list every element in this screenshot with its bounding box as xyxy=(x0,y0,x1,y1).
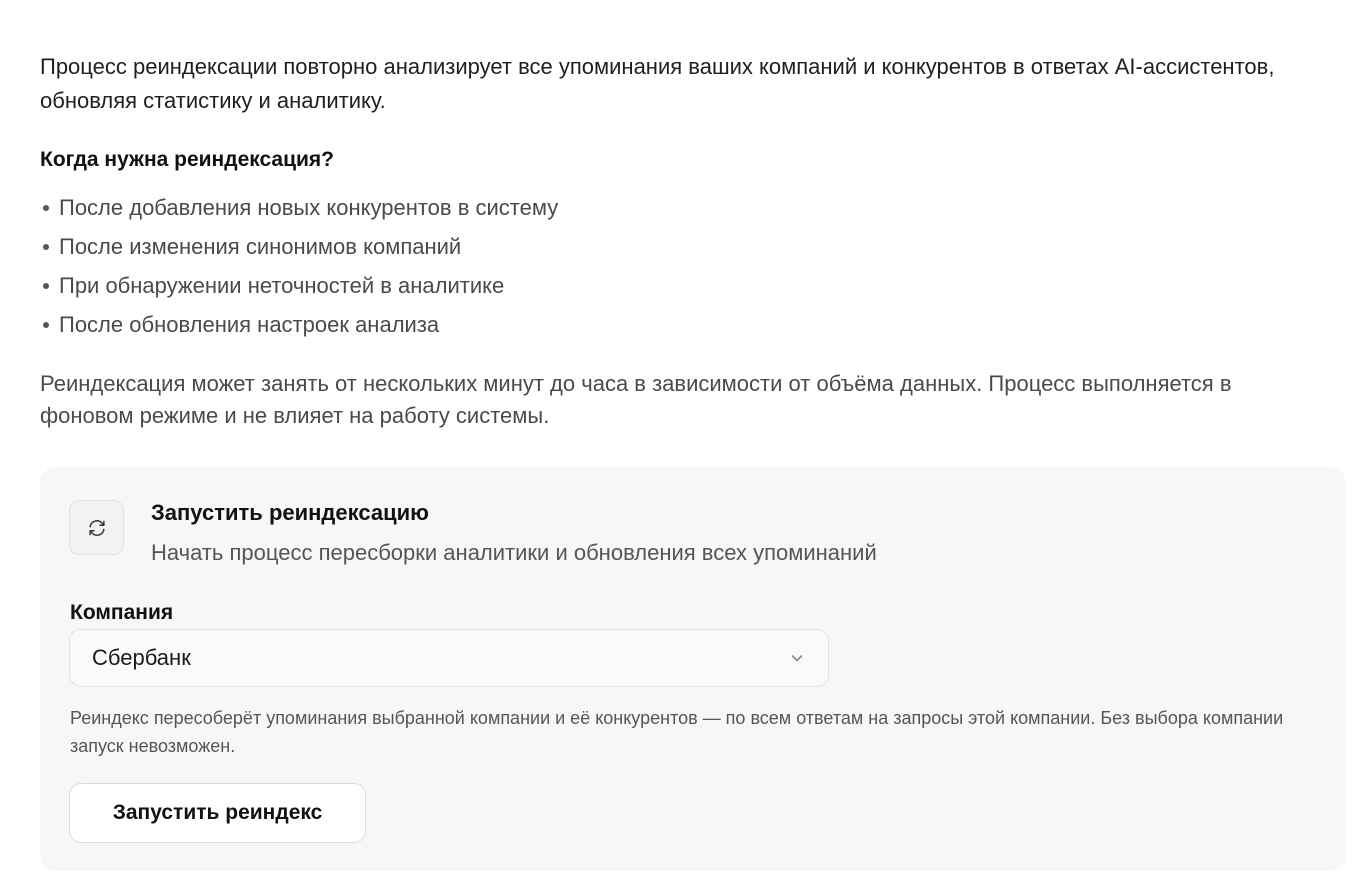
chevron-down-icon xyxy=(788,649,806,667)
bullet-icon xyxy=(43,244,49,250)
when-needed-heading: Когда нужна реиндексация? xyxy=(40,148,334,171)
company-select[interactable] xyxy=(69,629,829,687)
card-title: Запустить реиндексацию xyxy=(151,500,429,525)
intro-text: Процесс реиндексации повторно анализирует все упоминания ваших компаний и конкурентов в ответах AI-ассистентов, обновляя статистику и аналитику. xyxy=(40,54,1275,113)
list-item xyxy=(40,188,1340,227)
reindex-info xyxy=(40,50,1340,432)
bullet-icon xyxy=(43,322,49,328)
list-item-text: После добавления новых конкурентов в систему xyxy=(59,195,559,220)
list-item xyxy=(40,266,1340,305)
run-reindex-button[interactable]: Запустить реиндекс xyxy=(69,783,366,843)
reindex-card xyxy=(40,467,1346,871)
list-item-text: После обновления настроек анализа xyxy=(59,312,440,337)
duration-note: Реиндексация может занять от нескольких минут до часа в зависимости от объёма данных. Процесс выполняется в фоновом режиме и не влияет на работу системы. xyxy=(40,371,1232,428)
company-label: Компания xyxy=(70,601,174,624)
list-item-text: При обнаружении неточностей в аналитике xyxy=(59,273,505,298)
bullet-icon xyxy=(43,205,49,211)
company-hint: Реиндекс пересоберёт упоминания выбранной компании и её конкурентов — по всем ответам на запросы этой компании. Без выбора компании запуск невозможен. xyxy=(70,708,1284,756)
company-select-value: Сбербанк xyxy=(92,645,191,670)
reasons-list xyxy=(40,188,1340,344)
list-item-text: После изменения синонимов компаний xyxy=(59,234,462,259)
card-subtitle: Начать процесс пересборки аналитики и обновления всех упоминаний xyxy=(151,540,877,565)
list-item xyxy=(40,305,1340,344)
list-item xyxy=(40,227,1340,266)
refresh-icon xyxy=(69,500,124,555)
bullet-icon xyxy=(43,283,49,289)
